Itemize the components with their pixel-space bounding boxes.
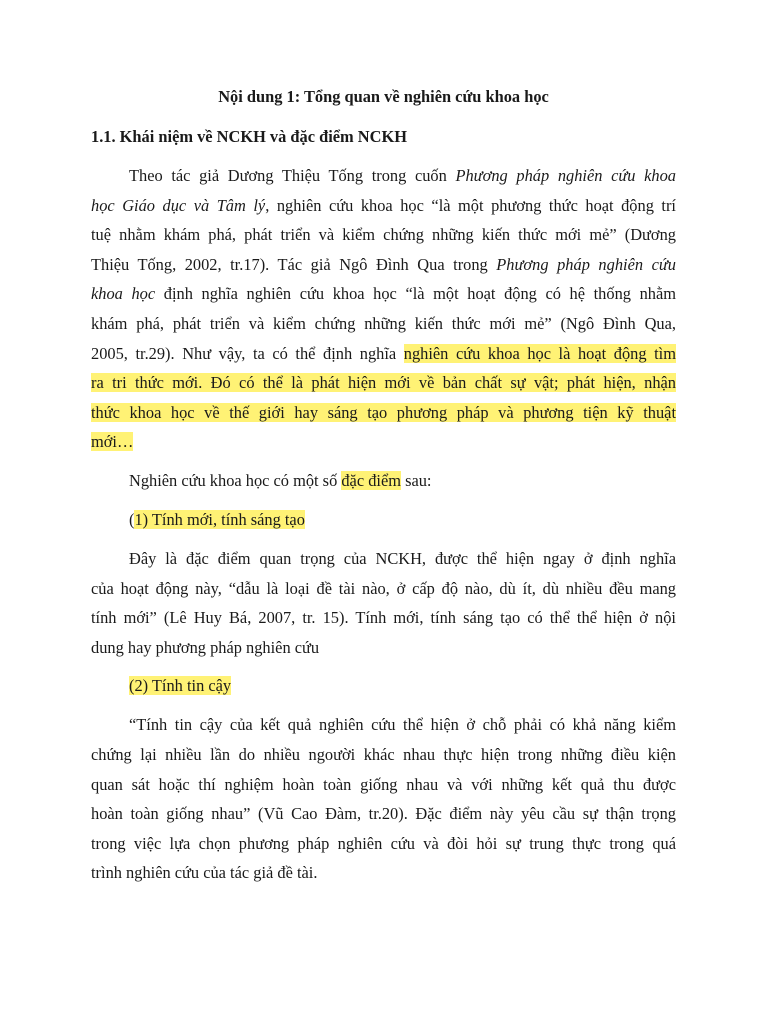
text-run: sau: <box>400 470 432 490</box>
text-run: Nghiên cứu khoa học có một số <box>129 470 342 490</box>
paragraph-definition <box>91 161 676 457</box>
paragraph-line: dung hay phương pháp nghiên cứu <box>91 637 320 657</box>
text-run: định nghĩa nghiên cứu khoa học “là một hoạt động có hệ thống nhằm <box>155 284 676 304</box>
paragraph-line <box>91 161 676 191</box>
paragraph-line: hoàn toàn giống nhau” (Vũ Cao Đàm, tr.20). Đặc điểm này yêu cầu sự thận trọng <box>91 804 676 824</box>
paragraph-line <box>91 250 676 280</box>
paragraph-line: tuệ nhằm khám phá, phát triển và kiểm chứng những kiến thức mới mẻ” (Dương <box>91 225 676 245</box>
paragraph-line: trình nghiên cứu của tác giả đề tài. <box>91 863 318 883</box>
paragraph-line <box>91 339 676 369</box>
section-heading-1-1: 1.1. Khái niệm về NCKH và đặc điểm NCKH <box>91 127 407 146</box>
highlighted-text: (2) Tính tin cậy <box>129 676 232 696</box>
text-run: Thiệu Tống, 2002, tr.17). Tác giả Ngô Đình Qua trong <box>91 254 497 274</box>
paragraph-line: chứng lại nhiều lần do nhiều ngoười khác nhau thực hiện trong những điều kiện <box>91 744 676 764</box>
text-run: ( <box>129 509 135 529</box>
highlighted-text: 1) Tính mới, tính sáng tạo <box>134 509 305 529</box>
paragraph-line <box>91 191 676 221</box>
paragraph-line: trong việc lựa chọn phương pháp nghiên cứu và đòi hỏi sự trung thực trong quá <box>91 833 676 853</box>
text-run: , nghiên cứu khoa học “là một phương thức hoạt động trí <box>265 195 676 215</box>
book-title-italic: học Giáo dục và Tâm lý <box>91 195 266 215</box>
feature-heading-reliability <box>91 671 676 701</box>
paragraph-line: khám phá, phát triển và kiểm chứng những kiến thức mới mẻ” (Ngô Đình Qua, <box>91 313 676 333</box>
highlighted-text: mới… <box>91 432 134 452</box>
paragraph-line: tính mới” (Lê Huy Bá, 2007, tr. 15). Tính mới, tính sáng tạo có thể thể hiện ở nội <box>91 608 676 628</box>
paragraph-line <box>91 279 676 309</box>
highlighted-text: ra tri thức mới. Đó có thể là phát hiện mới về bản chất sự vật; phát hiện, nhận <box>91 373 676 393</box>
paragraph-line <box>91 398 676 428</box>
paragraph-novelty <box>91 544 676 662</box>
paragraph-line <box>91 368 676 398</box>
book-title-italic: khoa học <box>91 284 156 304</box>
highlighted-text: nghiên cứu khoa học là hoạt động tìm <box>403 343 676 363</box>
paragraph-line <box>91 427 676 457</box>
text-run: Theo tác giả Dương Thiệu Tống trong cuốn <box>129 166 456 185</box>
paragraph-line: quan sát hoặc thí nghiệm hoàn toàn giống nhau và với những kết quả thu được <box>91 774 676 794</box>
paragraph-line: Đây là đặc điểm quan trọng của NCKH, được thể hiện ngay ở định nghĩa <box>129 548 676 568</box>
paragraph-line: của hoạt động này, “dẫu là loại đề tài nào, ở cấp độ nào, dù ít, dù nhiều đều mang <box>91 578 676 598</box>
document-page <box>91 82 676 888</box>
paragraph-features-intro <box>91 466 676 496</box>
highlighted-text: đặc điểm <box>341 470 401 490</box>
paragraph-reliability <box>91 710 676 888</box>
book-title-italic: Phương pháp nghiên cứu khoa <box>455 166 677 185</box>
paragraph-line: “Tính tin cậy của kết quả nghiên cứu thể hiện ở chỗ phải có khả năng kiểm <box>129 715 676 735</box>
feature-heading-novelty <box>91 505 676 535</box>
highlighted-text: thức khoa học về thế giới hay sáng tạo phương pháp và phương tiện kỹ thuật <box>91 402 676 422</box>
document-title: Nội dung 1: Tổng quan về nghiên cứu khoa học <box>218 87 549 106</box>
book-title-italic: Phương pháp nghiên cứu <box>496 254 676 274</box>
text-run: 2005, tr.29). Như vậy, ta có thể định nghĩa <box>91 343 404 363</box>
